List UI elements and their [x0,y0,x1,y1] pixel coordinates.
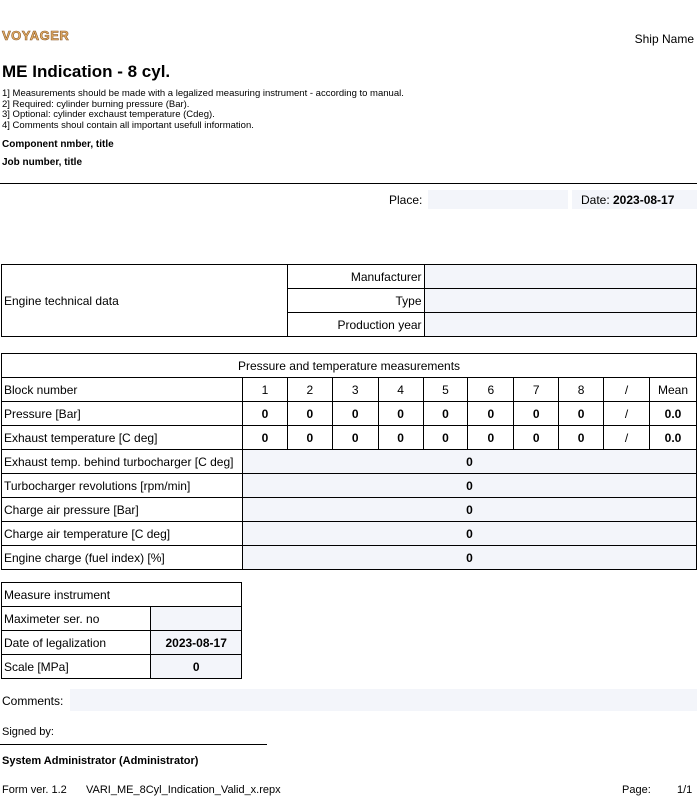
exhaust-cell[interactable]: 0 [468,426,514,450]
measurements-title: Pressure and temperature measurements [2,354,697,378]
pressure-cell[interactable]: 0 [559,402,604,426]
type-field[interactable] [424,289,696,313]
page-number: 1/1 [677,784,693,796]
instruction-line: 3] Optional: cylinder exchaust temperature (Cdeg). [2,109,215,120]
exhaust-cell[interactable]: 0 [378,426,423,450]
file-name: VARI_ME_8Cyl_Indication_Valid_x.repx [86,784,281,796]
pressure-cell[interactable]: 0 [287,402,332,426]
form-version: Form ver. 1.2 [2,784,67,796]
turbo-rpm-value[interactable]: 0 [242,474,696,498]
place-label: Place: [389,193,423,207]
pressure-cell[interactable]: 0 [242,402,287,426]
instrument-title: Measure instrument [2,583,242,607]
exhaust-cell[interactable]: 0 [332,426,378,450]
measurements-table [1,353,697,570]
column-header-mean: Mean [649,378,696,402]
instructions [2,89,404,131]
job-label: Job number, title [2,157,83,168]
pressure-cell[interactable]: 0 [378,402,423,426]
header-divider [0,183,697,184]
exhaust-label: Exhaust temperature [C deg] [2,426,243,450]
instrument-table [1,582,242,679]
charge-air-temp-label: Charge air temperature [C deg] [2,522,243,546]
legalization-date-label: Date of legalization [2,631,151,655]
comments-label: Comments: [2,694,64,708]
instruction-line: 4] Comments shoul contain all important usefull information. [2,119,254,131]
scale-field[interactable]: 0 [151,655,242,679]
engine-section-label: Engine technical data [2,265,288,337]
exhaust-cell[interactable]: 0 [514,426,559,450]
engine-charge-label: Engine charge (fuel index) [%] [2,546,243,570]
charge-air-pressure-label: Charge air pressure [Bar] [2,498,243,522]
column-header: 1 [242,378,287,402]
charge-air-pressure-value[interactable]: 0 [242,498,696,522]
date-label: Date: [581,193,610,207]
pressure-cell: / [604,402,650,426]
comments-field[interactable] [70,689,697,711]
charge-air-temp-value[interactable]: 0 [242,522,696,546]
pressure-cell[interactable]: 0 [514,402,559,426]
column-header: 5 [423,378,468,402]
component-label: Component nmber, title [2,139,114,150]
turbo-exhaust-value[interactable]: 0 [242,450,696,474]
engine-table [1,264,697,337]
exhaust-cell: / [604,426,650,450]
date-value: 2023-08-17 [613,193,675,207]
type-label: Type [287,289,424,313]
pressure-cell[interactable]: 0 [332,402,378,426]
column-header: 8 [559,378,604,402]
engine-charge-value[interactable]: 0 [242,546,696,570]
maximeter-label: Maximeter ser. no [2,607,151,631]
block-number-label: Block number [2,378,243,402]
signature-line [0,744,267,745]
scale-label: Scale [MPa] [2,655,151,679]
pressure-cell[interactable]: 0 [423,402,468,426]
production-year-label: Production year [287,313,424,337]
maximeter-field[interactable] [151,607,242,631]
ship-name: Ship Name [634,32,694,46]
exhaust-cell[interactable]: 0 [287,426,332,450]
turbo-rpm-label: Turbocharger revolutions [rpm/min] [2,474,243,498]
column-header: 4 [378,378,423,402]
manufacturer-field[interactable] [424,265,696,289]
page-label: Page: [622,784,651,796]
instruction-line: 1] Measurements should be made with a legalized measuring instrument - according to manual. [2,88,404,99]
pressure-mean: 0.0 [649,402,696,426]
page-title: ME Indication - 8 cyl. [2,62,171,81]
column-header: 2 [287,378,332,402]
column-header: / [604,378,650,402]
column-header: 7 [514,378,559,402]
exhaust-cell[interactable]: 0 [242,426,287,450]
turbo-exhaust-label: Exhaust temp. behind turbocharger [C deg] [2,450,243,474]
instruction-line: 2] Required: cylinder burning pressure (Bar). [2,98,190,110]
signed-by-label: Signed by: [2,726,54,738]
place-field[interactable] [428,190,568,209]
pressure-cell[interactable]: 0 [468,402,514,426]
production-year-field[interactable] [424,313,696,337]
column-header: 6 [468,378,514,402]
voyager-logo: VOYAGER [2,28,70,43]
exhaust-cell[interactable]: 0 [423,426,468,450]
pressure-label: Pressure [Bar] [2,402,243,426]
column-header: 3 [332,378,378,402]
exhaust-cell[interactable]: 0 [559,426,604,450]
manufacturer-label: Manufacturer [287,265,424,289]
exhaust-mean: 0.0 [649,426,696,450]
signer-name: System Administrator (Administrator) [2,755,199,767]
legalization-date-field[interactable]: 2023-08-17 [151,631,242,655]
